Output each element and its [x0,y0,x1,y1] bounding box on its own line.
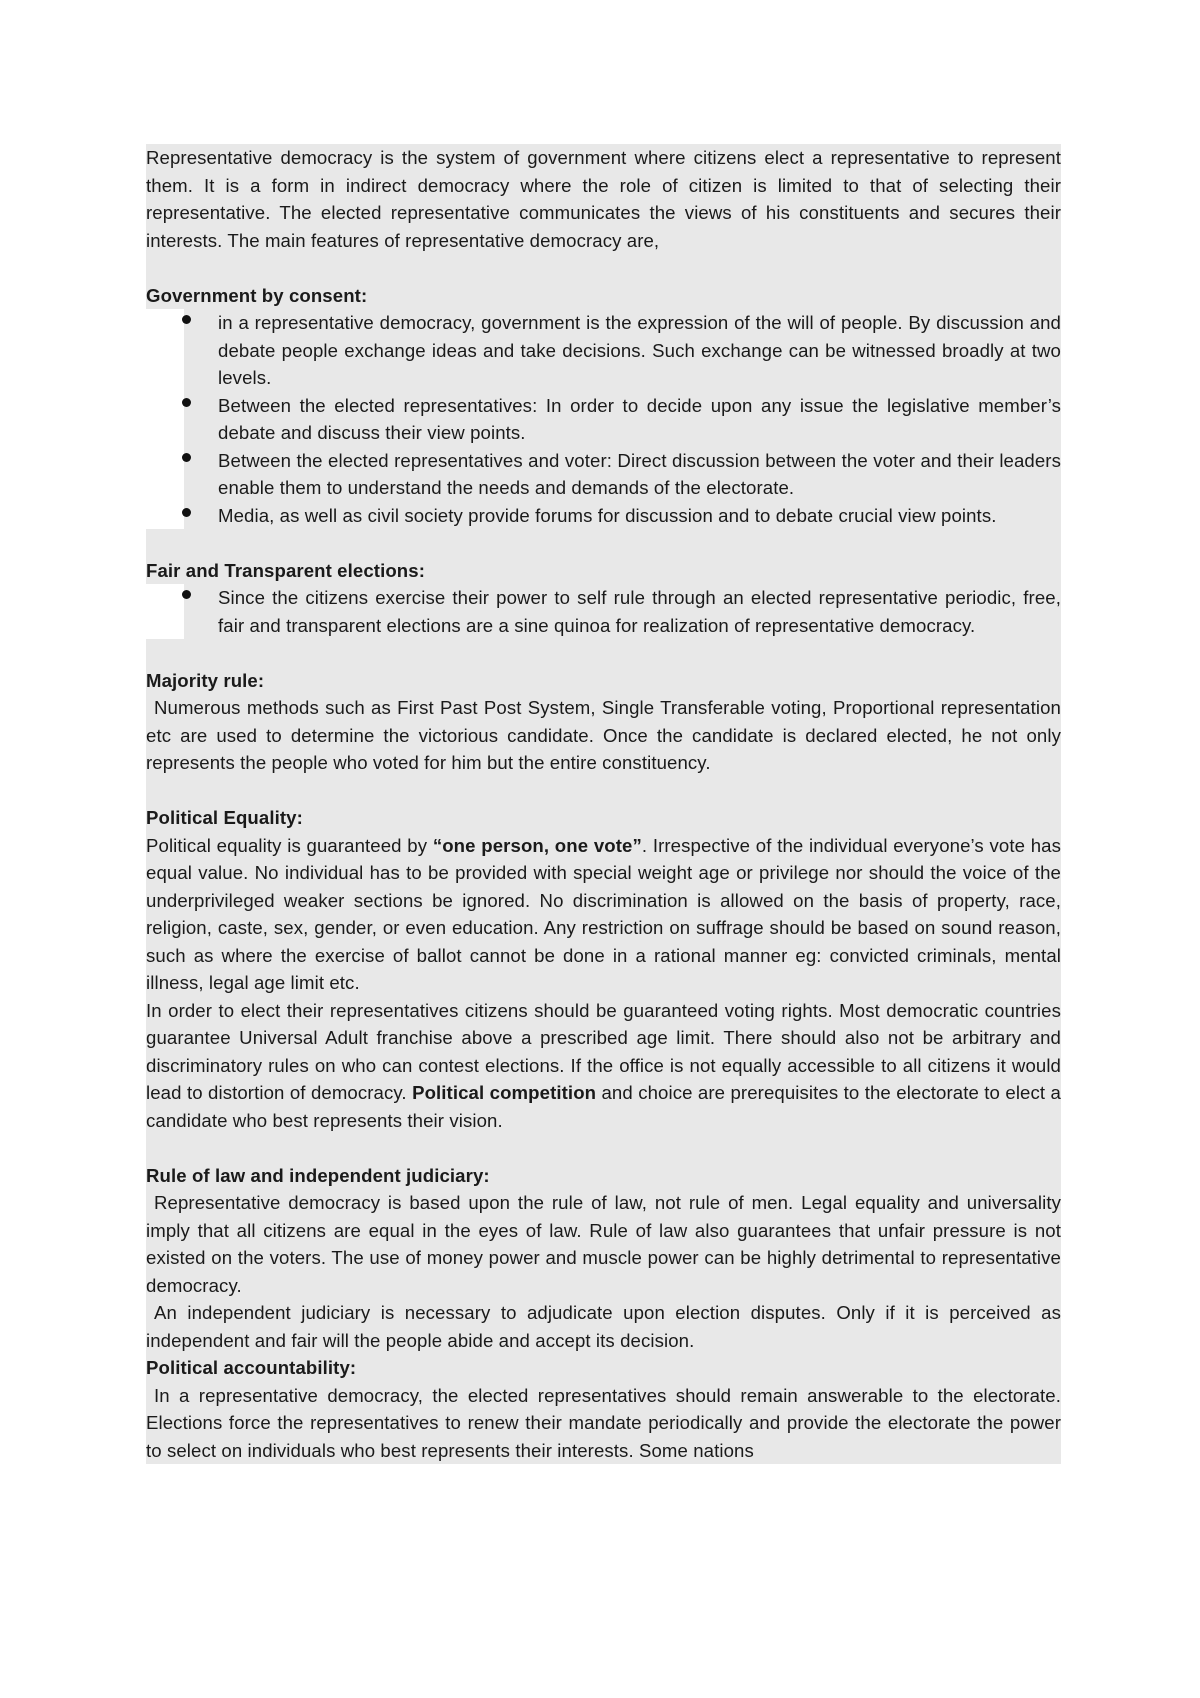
equality-text-a: Political equality is guaranteed by [146,834,433,856]
list-item [218,392,1061,447]
bullet-text: Media, as well as civil society provide forums for discussion and to debate crucial view points. [218,504,997,526]
list-item [218,447,1061,502]
rule-of-law-paragraph-2 [146,1299,1061,1354]
heading-government-by-consent: Government by consent: [146,284,368,306]
bullet-icon [182,508,191,517]
bullet-text: Between the elected representatives: In order to decide upon any issue the legislative member’s debate and discuss their view points. [218,394,1061,443]
rule-of-law-text-1: Representative democracy is based upon the rule of law, not rule of men. Legal equality and universality imply that all citizens are equal in the eyes of law. Rule of law also guarantees that unfair pressure is not existed on the voters. The use of money power and muscle power can be highly detrimental to representative democracy. [146,1192,1061,1296]
consent-bullet-list [146,309,1061,529]
heading-political-accountability: Political accountability: [146,1357,357,1378]
bullet-text: in a representative democracy, government is the expression of the will of people. By discussion and debate people exchange ideas and take decisions. Such exchange can be witnessed broadly at two levels. [218,312,1061,388]
intro-paragraph: Representative democracy is the system of government where citizens elect a representative to represent them. It is a form in indirect democracy where the role of citizen is limited to that of selecting their representative. The elected representative communicates the views of his constituents and secures their interests. The main features of representative democracy are, [146,147,1061,251]
spacer [146,529,1061,557]
list-item [218,584,1061,639]
rule-of-law-paragraph-1 [146,1189,1061,1299]
heading-political-equality: Political Equality: [146,807,303,828]
bullet-icon [182,315,191,324]
equality-text-b: . Irrespective of the individual everyone’s vote has equal value. No individual has to be provided with special weight age or privilege nor should the voice of the underprivileged weaker sections be ignored. No discrimination is allowed on the basis of property, race, religion, caste, sex, gender, or even education. Any restriction on suffrage should be based on sound reason, such as where the exercise of ballot cannot be done in a rational manner eg: convicted criminals, mental illness, legal age limit etc. [146,834,1061,993]
majority-rule-paragraph [146,694,1061,777]
bullet-icon [182,590,191,599]
spacer [146,254,1061,282]
one-person-one-vote: “one person, one vote” [432,834,642,856]
political-accountability-paragraph [146,1382,1061,1465]
heading-rule-of-law: Rule of law and independent judiciary: [146,1164,490,1186]
spacer [146,639,1061,667]
equality-text-c: In order to elect their representatives citizens should be guaranteed voting rights. Most democratic countries guarantee Universal Adult franchise above a prescribed age limit. There should also not be arbitrary and discriminatory rules on who can contest elections. If the office is not equally accessible to all citizens it would lead to distortion of democracy. [146,999,1061,1103]
bullet-text: Since the citizens exercise their power to self rule through an elected representative periodic, free, fair and transparent elections are a sine quinoa for realization of representative democracy. [218,587,1061,636]
spacer [146,1134,1061,1162]
heading-majority-rule: Majority rule: [146,669,265,691]
list-item [218,502,1061,530]
political-accountability-text: In a representative democracy, the elected representatives should remain answerable to the electorate. Elections force the representatives to renew their mandate periodically and provide the electorate the power to select on individuals who best represents their interests. Some nations [146,1384,1061,1461]
majority-rule-text: Numerous methods such as First Past Post System, Single Transferable voting, Proportional representation etc are used to determine the victorious candidate. Once the candidate is declared elected, he not only represents the people who voted for him but the entire constituency. [146,697,1061,773]
bullet-icon [182,398,191,407]
spacer [146,777,1061,805]
heading-fair-transparent-elections: Fair and Transparent elections: [146,559,425,581]
document-page [146,144,1061,1464]
political-equality-paragraph-1 [146,832,1061,997]
elections-bullet-list [146,584,1061,639]
equality-text-d: and choice are prerequisites to the electorate to elect a candidate who best represents their vision. [146,1082,1061,1131]
political-competition-term: Political competition [412,1082,597,1103]
rule-of-law-text-2: An independent judiciary is necessary to adjudicate upon election disputes. Only if it is perceived as independent and fair will the people abide and accept its decision. [146,1302,1061,1351]
political-equality-paragraph-2 [146,997,1061,1135]
bullet-text: Between the elected representatives and voter: Direct discussion between the voter and their leaders enable them to understand the needs and demands of the electorate. [218,449,1061,498]
list-item [218,309,1061,392]
bullet-icon [182,453,191,462]
